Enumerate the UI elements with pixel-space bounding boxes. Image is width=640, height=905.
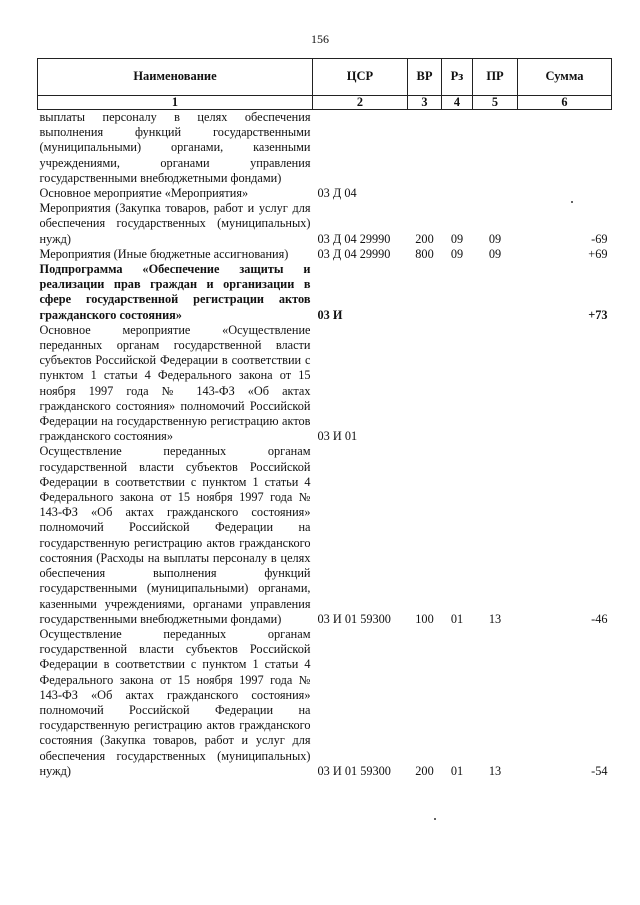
- row-pr: [473, 186, 518, 201]
- page-number: 156: [311, 32, 329, 46]
- header-rz: Рз: [442, 59, 473, 96]
- row-csr: 03 Д 04 29990: [317, 246, 391, 261]
- row-sum: -54: [591, 763, 608, 778]
- table-row: [38, 444, 612, 626]
- table-row: [38, 110, 612, 187]
- row-rz: 01: [450, 611, 464, 626]
- row-sum: +69: [588, 246, 608, 261]
- column-number: 4: [442, 96, 473, 110]
- header-sum: Сумма: [518, 59, 612, 96]
- row-csr: 03 И: [317, 307, 343, 322]
- row-sum: +73: [588, 307, 608, 322]
- row-vr: 200: [415, 231, 434, 246]
- row-pr: 09: [488, 246, 502, 261]
- row-rz: [442, 110, 473, 187]
- header-pr: ПР: [473, 59, 518, 96]
- row-vr: [408, 110, 442, 187]
- column-number: 1: [38, 96, 313, 110]
- table-row: [38, 201, 612, 247]
- row-csr: 03 Д 04 29990: [317, 231, 391, 246]
- row-csr: 03 Д 04: [317, 186, 357, 201]
- row-sum: [518, 323, 612, 445]
- table-row: [38, 262, 612, 323]
- table-row: [38, 627, 612, 779]
- row-vr: 200: [415, 763, 434, 778]
- row-rz: [442, 323, 473, 445]
- scan-speck: [434, 818, 436, 820]
- column-number: 6: [518, 96, 612, 110]
- row-name: Осуществление переданных органам государственной власти субъектов Российской Федерации в соответствии с пунктом 1 статьи 4 Федерального закона от 15 ноября 1997 года № 143-ФЗ «Об актах гражданского состояния» полномочий Российской Федерации на государственную регистрацию актов гражданского состояния (Закупка товаров, работ и услуг для обеспечения государственных (муниципальных) нужд): [39, 626, 311, 778]
- row-name: Основное мероприятие «Мероприятия»: [39, 186, 249, 201]
- budget-table-container: [37, 58, 611, 779]
- row-csr: 03 И 01 59300: [317, 611, 391, 626]
- header-name: Наименование: [38, 59, 313, 96]
- row-pr: [473, 262, 518, 323]
- row-name: Подпрограмма «Обеспечение защиты и реализации прав граждан и организации в сфере государственной регистрации актов гражданского состояния»: [39, 262, 311, 322]
- table-row: [38, 186, 612, 201]
- row-rz: 09: [450, 246, 464, 261]
- row-name: выплаты персоналу в целях обеспечения выполнения функций государственными (муниципальными) органами, казенными учреждениями, органами управления государственными внебюджетными фондами): [39, 110, 311, 185]
- row-pr: [473, 323, 518, 445]
- row-csr: 03 И 01 59300: [317, 763, 391, 778]
- budget-table: [37, 58, 612, 779]
- row-vr: 100: [415, 611, 434, 626]
- column-number: 5: [473, 96, 518, 110]
- row-csr: [313, 110, 408, 187]
- row-name: Основное мероприятие «Осуществление переданных органам государственной власти субъектов Российской Федерации в соответствии с пунктом 1 статьи 4 Федерального закона от 15 ноября 1997 года № 143-ФЗ «Об актах гражданского состояния» полномочий Российской Федерации на государственную регистрацию актов гражданского состояния»: [39, 322, 311, 444]
- row-sum: [518, 110, 612, 187]
- column-number-row: [38, 96, 612, 110]
- row-sum: [518, 186, 612, 201]
- header-vr: ВР: [408, 59, 442, 96]
- row-vr: [408, 323, 442, 445]
- row-pr: 09: [488, 231, 502, 246]
- row-rz: [442, 262, 473, 323]
- row-name: Мероприятия (Закупка товаров, работ и услуг для обеспечения государственных (муниципальных) нужд): [39, 201, 311, 246]
- row-sum: -69: [591, 231, 608, 246]
- scan-speck: [571, 201, 573, 203]
- row-rz: [442, 186, 473, 201]
- column-number: 2: [313, 96, 408, 110]
- row-name: Мероприятия (Иные бюджетные ассигнования): [39, 246, 289, 261]
- table-row: [38, 247, 612, 262]
- column-number: 3: [408, 96, 442, 110]
- row-rz: 01: [450, 763, 464, 778]
- row-name: Осуществление переданных органам государственной власти субъектов Российской Федерации в соответствии с пунктом 1 статьи 4 Федерального закона от 15 ноября 1997 года № 143-ФЗ «Об актах гражданского состояния» полномочий Российской Федерации на государственную регистрацию актов гражданского состояния (Расходы на выплаты персоналу в целях обеспечения выполнения функций государственными (муниципальными) органами, казенными учреждениями, органами управления государственными внебюджетными фондами): [39, 444, 311, 626]
- row-vr: [408, 262, 442, 323]
- row-pr: 13: [488, 763, 502, 778]
- row-sum: -46: [591, 611, 608, 626]
- row-vr: [408, 186, 442, 201]
- row-rz: 09: [450, 231, 464, 246]
- row-pr: 13: [488, 611, 502, 626]
- header-csr: ЦСР: [313, 59, 408, 96]
- header-row: [38, 59, 612, 96]
- row-csr: 03 И 01: [317, 429, 358, 444]
- row-vr: 800: [415, 246, 434, 261]
- table-row: [38, 323, 612, 445]
- row-pr: [473, 110, 518, 187]
